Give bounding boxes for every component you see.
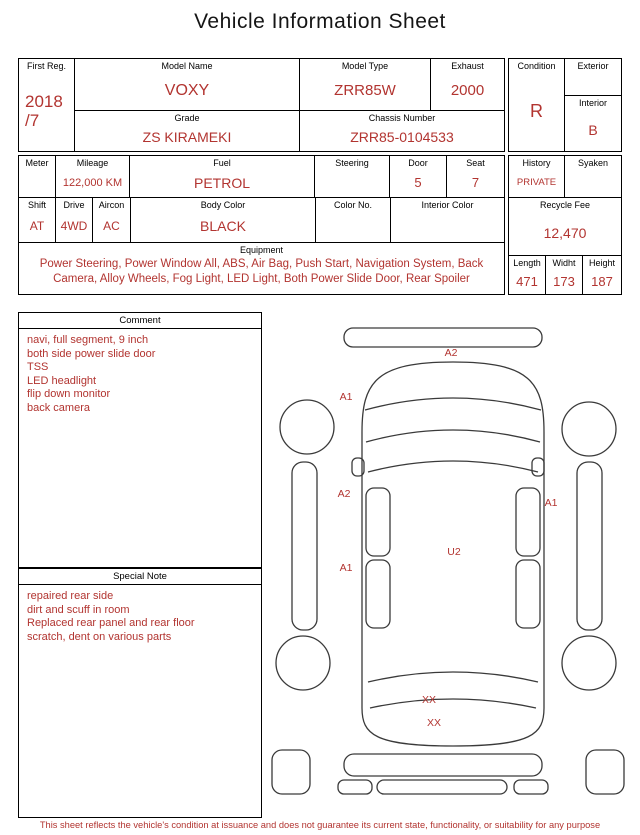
rear-right-corner	[586, 750, 624, 794]
left-rocker-panel	[292, 462, 317, 630]
equipment-cell	[19, 243, 504, 294]
comment-line: flip down monitor	[27, 388, 111, 400]
rear-left-corner	[272, 750, 310, 794]
condition-value: R	[530, 100, 543, 121]
shift-cell	[19, 198, 56, 242]
comment-body	[19, 329, 261, 420]
grade-label: Grade	[174, 113, 200, 123]
recycle-fee-label: Recycle Fee	[539, 200, 591, 210]
body-color-value: BLACK	[200, 218, 246, 235]
equipment-value: Power Steering, Power Window All, ABS, Air Bag, Push Start, Navigation System, Back Camera, Alloy Wheels, Fog Light, LED Light, Both Power Slide Door, Rear Spoiler	[39, 258, 484, 286]
rear-lower-trim	[377, 780, 507, 794]
door-cell	[390, 156, 447, 197]
height-value: 187	[591, 273, 613, 289]
chassis-number-value: ZRR85-0104533	[350, 129, 454, 146]
rear-left-trim	[338, 780, 372, 794]
rear-bumper	[344, 754, 542, 776]
first-reg-year: 2018	[25, 92, 63, 112]
seat-cell	[447, 156, 504, 197]
wheel-rear-left	[276, 636, 330, 690]
fuel-cell	[130, 156, 315, 197]
special-note-box	[18, 568, 262, 818]
seat-label: Seat	[466, 158, 485, 168]
grade-cell	[75, 111, 300, 151]
rear-window-top	[368, 672, 538, 682]
color-no-value	[316, 210, 390, 242]
recycle-fee-cell	[509, 198, 621, 256]
front-bumper	[344, 328, 542, 347]
grade-value: ZS KIRAMEKI	[142, 129, 232, 146]
length-value: 471	[516, 273, 538, 289]
disclaimer-text: This sheet reflects the vehicle's condition at issuance and does not guarantee its current state, functionality, or suitability for any purpose	[39, 820, 601, 830]
first-reg-cell	[19, 59, 75, 151]
steering-value	[315, 168, 389, 197]
model-name-label: Model Name	[161, 61, 213, 71]
equipment-label: Equipment	[239, 245, 284, 255]
drive-cell	[56, 198, 93, 242]
windshield-bottom	[368, 461, 538, 472]
vehicle-identity-table	[18, 58, 505, 152]
syaken-cell	[565, 156, 621, 197]
first-reg-month: /7	[25, 111, 40, 131]
body-color-label: Body Color	[200, 200, 246, 210]
damage-label-left-mid: A2	[337, 488, 351, 500]
length-label: Length	[513, 258, 541, 268]
door-label: Door	[408, 158, 428, 168]
damage-label-left-lower: A1	[339, 562, 353, 574]
damage-label-right-mid: A1	[544, 497, 558, 509]
seat-value: 7	[471, 175, 480, 191]
mileage-value: 122,000 KM	[62, 176, 123, 189]
first-reg-label: First Reg.	[26, 61, 66, 71]
interior-color-cell	[391, 198, 504, 242]
wheel-rear-right	[562, 636, 616, 690]
drive-label: Drive	[63, 200, 85, 210]
damage-label-left-front: A1	[339, 391, 353, 403]
comment-line: TSS	[27, 361, 49, 373]
steering-label: Steering	[335, 158, 369, 168]
right-mirror	[532, 458, 544, 476]
interior-cell	[565, 96, 621, 151]
wheel-front-left	[280, 400, 334, 454]
width-label: Widht	[552, 258, 576, 268]
length-cell	[509, 256, 546, 294]
left-front-door-panel	[366, 488, 390, 556]
interior-value: B	[588, 121, 598, 138]
history-value: PRIVATE	[516, 177, 557, 189]
fuel-label: Fuel	[213, 158, 231, 168]
aircon-value: AC	[103, 219, 120, 234]
history-label: History	[522, 158, 551, 168]
special-note-body	[19, 585, 261, 649]
rear-window-bottom	[370, 699, 536, 708]
chassis-number-label: Chassis Number	[368, 113, 436, 123]
comment-label: Comment	[19, 313, 261, 329]
exterior-label: Exterior	[577, 61, 609, 71]
exhaust-value: 2000	[450, 82, 485, 100]
aircon-cell	[93, 198, 131, 242]
special-note-line: dirt and scuff in room	[27, 603, 130, 616]
comment-box	[18, 312, 262, 568]
comment-line: both side power slide door	[27, 347, 156, 360]
shift-label: Shift	[27, 200, 46, 210]
chassis-number-cell	[300, 111, 504, 151]
exterior-cell	[565, 59, 621, 96]
special-note-line: Replaced rear panel and rear floor	[27, 617, 195, 629]
special-note-line: scratch, dent on various parts	[27, 630, 172, 643]
rear-right-trim	[514, 780, 548, 794]
comment-line: LED headlight	[27, 374, 97, 387]
damage-label-rear-1: XX	[421, 694, 437, 706]
history-cell	[509, 156, 565, 197]
damage-label-rear-2: XX	[426, 717, 442, 729]
body-color-cell	[131, 198, 316, 242]
exhaust-label: Exhaust	[451, 61, 484, 71]
right-rear-door-panel	[516, 560, 540, 628]
comment-line: back camera	[27, 401, 90, 414]
mileage-cell	[56, 156, 130, 197]
comment-line: navi, full segment, 9 inch	[27, 334, 149, 346]
syaken-label: Syaken	[577, 158, 609, 168]
drive-value: 4WD	[60, 219, 88, 234]
interior-color-value	[391, 210, 504, 242]
damage-label-center: U2	[447, 546, 461, 558]
special-note-label: Special Note	[19, 569, 261, 585]
special-note-line: repaired rear side	[27, 590, 114, 602]
page-title: Vehicle Information Sheet	[194, 10, 446, 33]
shift-value: AT	[29, 219, 45, 234]
model-type-value: ZRR85W	[334, 82, 396, 100]
exterior-value	[565, 71, 621, 95]
recycle-fee-value: 12,470	[543, 224, 587, 241]
exhaust-cell	[431, 59, 504, 111]
vehicle-spec-table	[18, 155, 505, 295]
meter-label: Meter	[25, 158, 49, 168]
mileage-label: Mileage	[76, 158, 109, 168]
interior-label: Interior	[578, 98, 607, 108]
height-label: Height	[588, 258, 615, 268]
car-diagram-svg	[264, 310, 632, 796]
fuel-value: PETROL	[193, 174, 250, 191]
wheel-front-right	[562, 402, 616, 456]
hood-line	[365, 398, 541, 410]
steering-cell	[315, 156, 390, 197]
model-name-cell	[75, 59, 300, 111]
width-cell	[546, 256, 583, 294]
color-no-cell	[316, 198, 391, 242]
grade-block	[508, 58, 622, 152]
left-rear-door-panel	[366, 560, 390, 628]
right-front-door-panel	[516, 488, 540, 556]
height-cell	[583, 256, 621, 294]
condition-cell	[509, 59, 565, 151]
right-rocker-panel	[577, 462, 602, 630]
damage-label-front: A2	[444, 347, 458, 359]
meter-value	[19, 168, 55, 197]
model-type-label: Model Type	[341, 61, 389, 71]
condition-label: Condition	[517, 61, 556, 71]
syaken-value	[565, 168, 621, 197]
model-type-cell	[300, 59, 431, 111]
width-value: 173	[553, 273, 575, 289]
history-block	[508, 155, 622, 295]
car-damage-diagram	[264, 310, 632, 796]
interior-color-label: Interior Color	[421, 200, 474, 210]
color-no-label: Color No.	[333, 200, 372, 210]
meter-cell	[19, 156, 56, 197]
windshield-top	[366, 430, 540, 442]
model-name-value: VOXY	[164, 81, 210, 99]
aircon-label: Aircon	[98, 200, 125, 210]
door-value: 5	[414, 175, 422, 191]
first-reg-value	[19, 71, 74, 151]
